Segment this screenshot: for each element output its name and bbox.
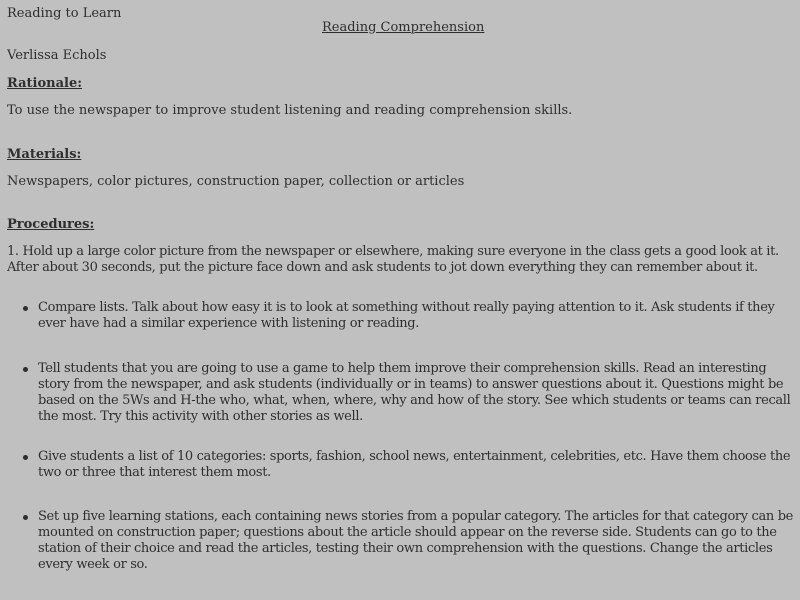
procedure-step-1: 1. Hold up a large color picture from the newspaper or elsewhere, making sure everyone in the class gets a good look at it. After about 30 seconds, put the picture face down and ask students to jot down everything they can remember about it. [7,244,779,275]
list-item-text: Set up five learning stations, each containing news stories from a popular category. The articles for that category can be mounted on construction paper; questions about the article should appear on the reverse side. Students can go to the station of their choice and read the articles, testing their own comprehension with the questions. Change the articles every week or so. [38,509,794,572]
procedures-heading: Procedures: [7,217,95,232]
materials-text: Newspapers, color pictures, construction paper, collection or articles [7,174,465,189]
rationale-heading: Rationale: [7,76,83,91]
list-item [38,509,796,573]
document-title: Reading Comprehension [322,20,485,35]
author-name: Verlissa Echols [7,48,107,63]
bullet-icon [23,306,28,311]
list-item [38,361,796,425]
list-item-text: Compare lists. Talk about how easy it is to look at something without really paying attention to it. Ask students if they ever have had a similar experience with listening or reading. [38,300,775,331]
list-item [38,300,796,332]
bullet-icon [23,367,28,372]
bullet-icon [23,455,28,460]
list-item [38,449,796,481]
rationale-text: To use the newspaper to improve student listening and reading comprehension skills. [7,103,573,118]
bullet-icon [23,515,28,520]
site-title: Reading to Learn [7,6,122,21]
list-item-text: Give students a list of 10 categories: sports, fashion, school news, entertainment, celebrities, etc. Have them choose the two or three that interest them most. [38,449,791,480]
list-item-text: Tell students that you are going to use a game to help them improve their comprehension skills. Read an interesting story from the newspaper, and ask students (individually or in teams) to answer questions about it. Questions might be based on the 5Ws and H-the who, what, when, where, why and how of the story. See which students or teams can recall the most. Try this activity with other stories as well. [38,361,791,424]
materials-heading: Materials: [7,147,82,162]
